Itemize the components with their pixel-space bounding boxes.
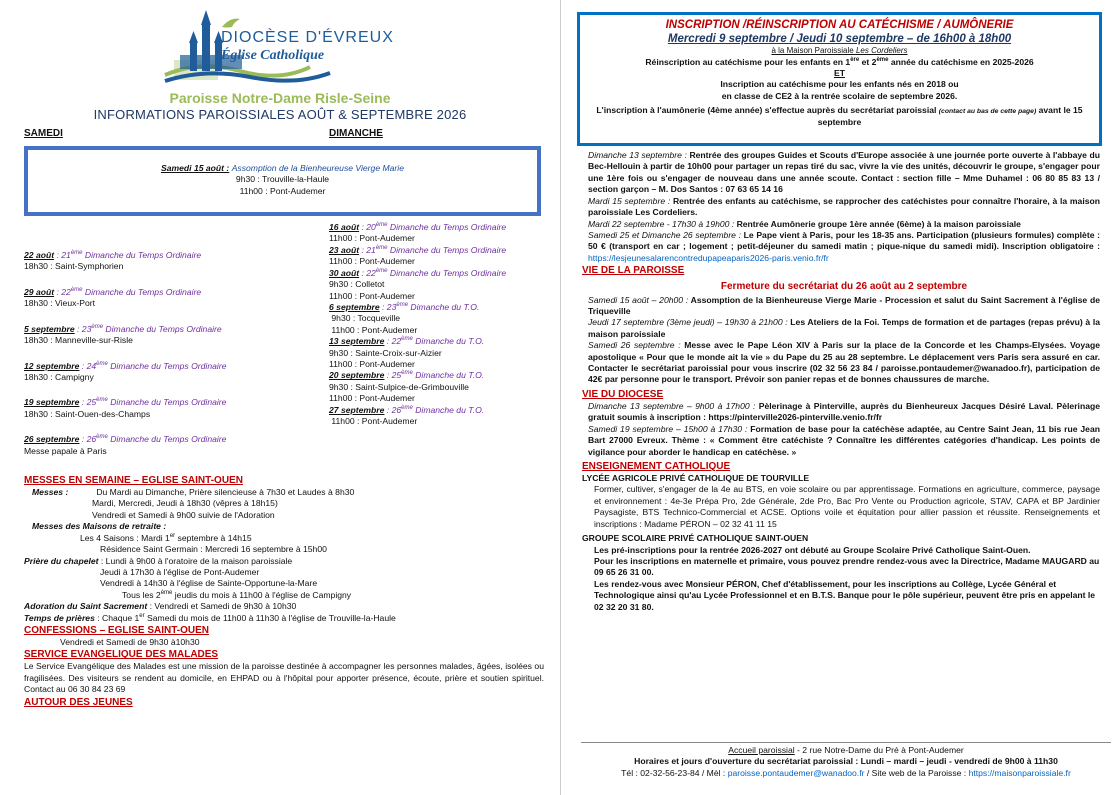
event-text: Pèlerinage à Pinterville, auprès du Bienheureux Jacques Désiré Laval. Pèlerinage gratuit soumis à inscription : https://pinterville2026-pinterville.venio.fr/fr <box>588 400 1101 423</box>
schedule-header <box>329 336 569 347</box>
schedule-header <box>329 302 569 313</box>
malades-paragraph: Le Service Evangélique des Malades est une mission de la paroisse destinée à accompagner les personnes malades, âgées, isolées ou fragilisées. Des visiteurs se rendent au domicile, en EHPAD ou à l'hôpital pour apporter présence, écoute, prière et soutien spirituel. Contact au 06 30 84 23 69 <box>24 661 544 695</box>
event-text: Formation de base pour la catéchèse adaptée, au Centre Saint Jean, 11 bis rue Jean Bart 27000 Evreux. Thème : « Comment être catéchiste ? Connaître les différentes catégories d'handicap. Les points de vigilance pour aborder le handicap en catéchèse. » <box>588 423 1100 457</box>
gs-heading: GROUPE SCOLAIRE PRIVÉ CATHOLIQUE SAINT-OUEN <box>582 533 809 544</box>
event-item <box>588 340 1100 386</box>
temps-label: Temps de prières <box>24 612 95 623</box>
schedule-line: 18h30 : Campigny <box>24 371 94 382</box>
footer-horaires: Horaires et jours d'ouverture du secrétariat paroissial : Lundi – mardi – jeudi - vendredi de 9h00 à 11h30 <box>634 756 1058 767</box>
schedule-entry <box>329 370 569 404</box>
saturday-column-label: SAMEDI <box>24 128 63 139</box>
schedule-name: Dimanche du Temps Ordinaire <box>387 244 507 255</box>
schedule-entry <box>24 397 264 420</box>
schedule-sup: ème <box>91 323 104 330</box>
chapelet-label: Prière du chapelet <box>24 555 99 566</box>
schedule-date: 26 septembre <box>24 434 80 445</box>
footer-accueil: Accueil paroissial <box>728 745 795 755</box>
schedule-line: 9h30 : Tocqueville <box>329 313 401 324</box>
schedule-sup: ème <box>375 267 388 274</box>
schedule-date: 30 août <box>329 267 360 278</box>
event-item <box>588 401 1100 424</box>
event-date: Samedi 25 et Dimanche 26 septembre : <box>588 229 741 240</box>
retraite-label: Messes des Maisons de retraite : <box>32 521 167 532</box>
schedule-date: 29 août <box>24 286 55 297</box>
fermeture-notice: Fermeture du secrétariat du 26 août au 2 septembre <box>720 281 968 293</box>
event-date: Samedi 15 août – 20h00 : <box>588 294 689 305</box>
box-location: à la Maison Paroissiale <box>771 46 856 55</box>
schedule-name: Dimanche du Temps Ordinaire <box>107 360 227 371</box>
schedule-date: 27 septembre <box>329 404 385 415</box>
event-text: Assomption de la Bienheureuse Vierge Marie - Procession et salut du Saint Sacrement à l'église de Triqueville <box>588 294 1100 316</box>
diocese-heading: VIE DU DIOCESE <box>582 388 664 400</box>
schedule-name: Dimanche du T.O. <box>408 301 480 312</box>
schedule-entry <box>24 434 264 457</box>
gs-paragraph2: Pour les inscriptions en maternelle et primaire, vous pouvez prendre rendez-vous avec la Directrice, Madame MAUGARD au 09 65 26 31 00. <box>594 555 1100 578</box>
schedule-header <box>24 361 264 372</box>
schedule-gap <box>24 273 264 287</box>
messes-line3: Vendredi et Samedi à 9h00 suivie de l'Adoration <box>92 509 275 520</box>
schedule-header <box>24 287 264 298</box>
sunday-column-label: DIMANCHE <box>329 128 383 139</box>
box-inscription2: en classe de CE2 à la rentrée scolaire de septembre 2026. <box>721 90 958 101</box>
schedule-date: 6 septembre <box>329 301 380 312</box>
schedule-line: 11h00 : Pont-Audemer <box>329 233 415 244</box>
schedule-sup: ème <box>96 397 108 404</box>
footer-contact: Tél : 02-32-56-23-84 / Mèl : <box>621 767 728 778</box>
adoration-label: Adoration du Saint Sacrement <box>24 601 148 612</box>
event-date: Dimanche 13 septembre – 9h00 à 17h00 : <box>588 400 756 411</box>
parish-name: Paroisse Notre-Dame Risle-Seine <box>169 90 391 106</box>
jeunes-heading: AUTOUR DES JEUNES <box>24 696 133 708</box>
schedule-sup: ème <box>401 370 413 377</box>
event-date: Jeudi 17 septembre (3ème jeudi) – 19h30 à 21h00 : <box>588 317 788 328</box>
schedule-gap <box>24 347 264 361</box>
box-line1: 9h30 : Trouville-la-Haule <box>235 174 330 185</box>
schedule-name: Dimanche du T.O. <box>412 370 485 381</box>
footer: Accueil paroissial - 2 rue Notre-Dame du Pré à Pont-Audemer Horaires et jours d'ouverture du secrétariat paroissial : Lundi – mardi – jeudi - vendredi de 9h00 à 11h30 Tél : 02-32-56-23-84 / Mèl : paroisse.pontaudemer@wanadoo.fr / Site web de la Paroisse : https://maisonparoissiale.fr <box>581 742 1111 779</box>
schedule-entry <box>329 222 569 245</box>
gs-paragraph3: Les rendez-vous avec Monsieur PÉRON, Chef d'établissement, pour les inscriptions au Collège, Lycée Général et Technologique ainsi qu'au Lycée Professionnel et en B.T.S. Banque pour le pôle supérieur, peuvent être pris en appelant le 02 32 20 31 80. <box>594 578 1096 612</box>
schedule-entry <box>24 287 264 310</box>
right-page <box>560 0 1120 795</box>
schedule-line: 9h30 : Sainte-Croix-sur-Aizier <box>329 347 442 358</box>
schedule-entry <box>329 268 569 302</box>
box-aumonerie: L'inscription à l'aumônerie (4ème année) s'effectue auprès du secrétariat paroissial <box>596 105 939 116</box>
box-dates: Mercredi 9 septembre / Jeudi 10 septembre – de 16h00 à 18h00 <box>667 33 1012 45</box>
right-body <box>582 150 1101 613</box>
schedule-header <box>329 268 569 279</box>
schedule-sup: ème <box>96 360 108 367</box>
event-item <box>588 230 1100 264</box>
schedule-sep: : 21 <box>54 250 71 260</box>
schedule-date: 5 septembre <box>24 323 75 334</box>
schedule-sup: ème <box>396 302 409 309</box>
schedule-entry <box>329 302 569 336</box>
messes-line1: Du Mardi au Dimanche, Prière silencieuse à 7h30 et Laudes à 8h30 <box>96 487 355 497</box>
schedule-line: Messe papale à Paris <box>24 445 107 456</box>
event-item <box>588 219 1100 230</box>
schedule-header <box>24 324 264 335</box>
schedule-header <box>329 405 569 416</box>
event-date: Dimanche 13 septembre : <box>588 150 687 160</box>
enseignement-heading: ENSEIGNEMENT CATHOLIQUE <box>582 461 731 472</box>
assumption-box <box>24 146 541 216</box>
schedule-line: 18h30 : Saint-Symphorien <box>24 261 124 272</box>
schedule-sep: : 22 <box>384 336 402 347</box>
schedule-name: Dimanche du T.O. <box>412 404 485 415</box>
event-item <box>588 424 1100 458</box>
event-item <box>588 317 1100 340</box>
box-et: ET <box>834 68 845 79</box>
gs-paragraph1: Les pré-inscriptions pour la rentrée 2026-2027 ont débuté au Groupe Scolaire Privé Catholique Saint-Ouen. <box>594 544 1031 555</box>
schedule-entry <box>329 245 569 268</box>
box-reinscription: Réinscription au catéchisme pour les enfants en 1 <box>645 56 851 67</box>
event-text: Rentrée Aumônerie groupe 1ère année (6ème) à la maison paroissiale <box>734 218 1021 229</box>
schedule-sup: ème <box>70 250 83 257</box>
schedule-name: Dimanche du Temps Ordinaire <box>387 222 507 232</box>
schedule-sep: : 26 <box>79 434 97 445</box>
schedule-sup: ème <box>375 222 388 229</box>
schedule-name: Dimanche du Temps Ordinaire <box>82 250 202 260</box>
event-date: Mardi 22 septembre - 17h30 à 19h00 : <box>588 218 735 229</box>
sunday-schedule <box>329 222 569 428</box>
event-text: Rentrée des groupes Guides et Scouts d'Europe associée à une journée porte ouverte à l'abbaye du Bec-Hellouin à partir de 10h00 pour partager un repas tiré du sac, vivre la vie des unités, découvrir le groupe, s'engager pour une 1ère fois ou s'engager de nouveau dans une année scoute. Contact : section fille – Mme Duhamel : 06 80 85 83 13 / section garçon – M. Dos Santos : 07 63 65 14 16 <box>588 150 1100 195</box>
event-text: Le Pape vient à Paris, pour les 18-35 ans. Participation (plusieurs formules) complète : 50 € (transport en car ; logement ; petit-déjeuner du samedi matin ; pique-nique du samedi midi). Inscription obligatoire : <box>588 229 1100 252</box>
footer-email-link[interactable]: paroisse.pontaudemer@wanadoo.fr <box>727 767 865 778</box>
schedule-sep: : 23 <box>74 323 92 334</box>
schedule-entry <box>24 250 264 273</box>
vie-list <box>588 295 1100 386</box>
schedule-header <box>24 397 264 408</box>
schedule-date: 19 septembre <box>24 397 80 408</box>
event-link[interactable]: https://lesjeunesalarencontredupapeaparis2026-paris.venio.fr/fr <box>588 252 829 263</box>
schedule-header <box>24 434 264 445</box>
lycee-heading: LYCÉE AGRICOLE PRIVÉ CATHOLIQUE DE TOURVILLE <box>582 473 810 483</box>
schedule-name: Dimanche du Temps Ordinaire <box>107 397 227 408</box>
weekday-section: MESSES EN SEMAINE – EGLISE SAINT-OUEN Messes : Du Mardi au Dimanche, Prière silencieuse à 7h30 et Laudes à 8h30 Mardi, Mercredi, Jeudi à 18h30 (vêpres à 18h15) Vendredi et Samedi à 9h00 suivie de l'Adoration Messes des Maisons de retraite : Les 4 Saisons : Mardi 1er septembre à 14h15 Résidence Saint Germain : Mercredi 16 septembre à 15h00 Prière du chapelet : Lundi à 9h00 à l'oratoire de la maison paroissiale Jeudi à 17h30 à l'église de Pont-Audemer Vendredi à 14h30 à l'église de Sainte-Opportune-la-Mare Tous les 2ème jeudis du mois à 11h00 à l'église de Campigny Adoration du Saint Sacrement : Vendredi et Samedi de 9h30 à 10h30 Temps de prières : Chaque 1er Samedi du mois de 11h00 à 11h30 à l'église de Trouville-la-Haule CONFESSIONS – EGLISE SAINT-OUEN Vendredi et Samedi de 9h30 à10h30 SERVICE EVANGELIQUE DES MALADES Le Service Evangélique des Malades est une mission de la paroisse destinée à accompagner les personnes malades, âgées, isolées ou fragilisées. Des visiteurs se rendent au domicile, en EHPAD ou à l'hôpital pour apporter présence, écoute, prière et soutien spirituel. Contact au 06 30 84 23 69 AUTOUR DES JEUNES <box>24 475 544 708</box>
schedule-header <box>329 222 569 233</box>
schedule-sep: : 22 <box>54 286 71 297</box>
schedule-name: Dimanche du Temps Ordinaire <box>387 267 507 278</box>
schedule-line: 11h00 : Pont-Audemer <box>329 290 415 301</box>
messes-label: Messes : <box>32 487 69 497</box>
lycee-paragraph: Former, cultiver, s'engager de la 4e au BTS, en voie scolaire ou par apprentissage. Formations en agriculture, commerce, paysage et environnement : 4e-3e Prépa Pro, 2de Générale, 2de Pro, Bac Pro Vente ou Production agricole, STAV, CAPA et BP Jardinier Paysagiste, BTS Technico-Commercial et ACSE. Options voile et équitation pour allier passion et réussite. Renseignements et inscriptions : Madame PÉRON – 02 32 41 11 15 <box>594 484 1100 529</box>
schedule-sup: ème <box>375 244 388 251</box>
schedule-sep: : 26 <box>384 404 402 415</box>
schedule-sep: : 24 <box>79 360 97 371</box>
schedule-line: 18h30 : Vieux-Port <box>24 298 96 309</box>
schedule-date: 12 septembre <box>24 360 80 371</box>
schedule-line: 18h30 : Manneville-sur-Risle <box>24 335 133 346</box>
event-item <box>588 196 1100 219</box>
messes-line2: Mardi, Mercredi, Jeudi à 18h30 (vêpres à 18h15) <box>92 498 278 509</box>
schedule-entry <box>329 336 569 370</box>
retraite-line1: Les 4 Saisons : Mardi 1 <box>80 532 170 543</box>
malades-heading: SERVICE EVANGELIQUE DES MALADES <box>24 649 219 661</box>
schedule-sep: : 23 <box>379 301 397 312</box>
schedule-sep: : 25 <box>384 370 402 381</box>
schedule-entry <box>329 405 569 428</box>
schedule-sup: ème <box>401 404 413 411</box>
schedule-date: 22 août <box>24 250 55 260</box>
vie-heading: VIE DE LA PAROISSE <box>582 265 685 277</box>
event-date: Samedi 19 septembre – 15h00 à 17h30 : <box>588 423 748 434</box>
schedule-line: 18h30 : Saint-Ouen-des-Champs <box>24 408 151 419</box>
schedule-sup: ème <box>70 286 83 293</box>
schedule-line: 11h00 : Pont-Audemer <box>329 324 418 335</box>
event-date: Samedi 26 septembre : <box>588 340 681 351</box>
schedule-name: Dimanche du T.O. <box>412 336 485 347</box>
logo-line2: Église Catholique <box>221 48 325 63</box>
schedule-gap <box>24 420 264 434</box>
page-title: INFORMATIONS PAROISSIALES AOÛT & SEPTEMBRE 2026 <box>93 107 467 122</box>
schedule-entry <box>24 324 264 347</box>
confessions-heading: CONFESSIONS – EGLISE SAINT-OUEN <box>24 625 210 637</box>
jeunes-list <box>588 150 1100 264</box>
schedule-name: Dimanche du Temps Ordinaire <box>107 434 227 445</box>
schedule-sep: : 20 <box>359 222 376 232</box>
saturday-schedule <box>24 250 264 457</box>
logo-line1: DIOCÈSE D'ÉVREUX <box>221 29 394 46</box>
schedule-date: 16 août <box>329 222 360 232</box>
chapelet-line4: Tous les 2 <box>122 589 161 600</box>
diocese-list <box>588 401 1100 458</box>
enseignement-section <box>582 473 1100 613</box>
schedule-header <box>329 245 569 256</box>
event-item <box>588 150 1100 196</box>
retraite-line2: Résidence Saint Germain : Mercredi 16 septembre à 15h00 <box>100 544 327 555</box>
schedule-line: 11h00 : Pont-Audemer <box>329 393 415 404</box>
schedule-date: 20 septembre <box>329 370 385 381</box>
event-date: Mardi 15 septembre : <box>588 195 671 206</box>
event-text: Messe avec le Pape Léon XIV à Paris sur la place de la Concorde et les Champs-Elysées. Voyage apostolique « Pour que le monde ait la vie » du Pape du 25 au 28 septembre. Le déplacement vers Paris sera assuré en car. Contacter le secrétariat paroissial pour vous inscrire (02 32 56 23 84 / paroisse.pontaudemer@wanadoo.fr), participation de 42€ par personne pour le transport. Prévoir son panier repas et de bonnes chaussures de marche. <box>588 340 1100 385</box>
schedule-line: 9h30 : Colletot <box>329 279 385 290</box>
chapelet-line3: Vendredi à 14h30 à l'église de Sainte-Opportune-la-Mare <box>100 578 318 589</box>
event-text: Rentrée des enfants au catéchisme, se rapprocher des catéchistes pour connaître l'horaire, à la maison paroissiale Les Cordeliers. <box>588 195 1100 218</box>
schedule-line: 11h00 : Pont-Audemer <box>329 359 415 370</box>
event-item <box>588 295 1100 318</box>
box-feast: Assomption de la Bienheureuse Vierge Marie <box>231 163 404 173</box>
schedule-date: 13 septembre <box>329 336 385 347</box>
event-text: Les Ateliers de la Foi. Temps de formation et de partages (repas prévu) à la maison paroissiale <box>588 317 1101 339</box>
schedule-sup: ème <box>401 336 413 343</box>
schedule-header <box>24 250 264 261</box>
schedule-entry <box>24 361 264 384</box>
schedule-gap <box>24 310 264 324</box>
box-line2: 11h00 : Pont-Audemer <box>239 185 326 196</box>
schedule-line: 11h00 : Pont-Audemer <box>329 416 418 427</box>
schedule-line: 9h30 : Saint-Sulpice-de-Grimbouville <box>329 381 469 392</box>
box-inscription1: Inscription au catéchisme pour les enfants nés en 2018 ou <box>720 79 959 90</box>
catechism-box: INSCRIPTION /RÉINSCRIPTION AU CATÉCHISME / AUMÔNERIE Mercredi 9 septembre / Jeudi 10 septembre – de 16h00 à 18h00 à la Maison Paroissiale Les Cordeliers Réinscription au catéchisme pour les enfants en 1ère et 2ème année du catéchisme en 2025-2026 ET Inscription au catéchisme pour les enfants nés en 2018 ou en classe de CE2 à la rentrée scolaire de septembre 2026. L'inscription à l'aumônerie (4ème année) s'effectue auprès du secrétariat paroissial (contact au bas de cette page) avant le 15 septembre <box>577 12 1102 146</box>
box-title: INSCRIPTION /RÉINSCRIPTION AU CATÉCHISME / AUMÔNERIE <box>665 19 1014 31</box>
schedule-header <box>329 370 569 381</box>
messes-heading: MESSES EN SEMAINE – EGLISE SAINT-OUEN <box>24 475 243 486</box>
footer-website-link[interactable]: https://maisonparoissiale.fr <box>968 767 1071 778</box>
schedule-line: 11h00 : Pont-Audemer <box>329 256 415 267</box>
schedule-date: 23 août <box>329 244 360 255</box>
schedule-sep: : 25 <box>79 397 97 408</box>
schedule-sup: ème <box>96 434 108 441</box>
schedule-gap <box>24 383 264 397</box>
chapelet-line2: Jeudi à 17h30 à l'église de Pont-Audemer <box>100 566 260 577</box>
schedule-sep: : 21 <box>359 244 376 255</box>
box-date: Samedi 15 août : <box>161 163 230 173</box>
schedule-sep: : 22 <box>359 267 376 278</box>
confessions-line: Vendredi et Samedi de 9h30 à10h30 <box>60 637 200 648</box>
schedule-name: Dimanche du Temps Ordinaire <box>103 323 222 334</box>
schedule-name: Dimanche du Temps Ordinaire <box>82 286 202 297</box>
